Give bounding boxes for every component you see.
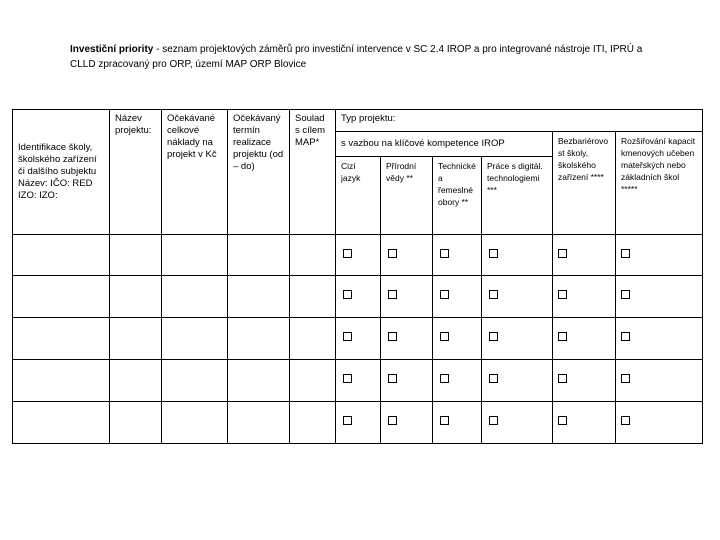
empty-cell[interactable] — [290, 402, 336, 444]
checkbox-cell — [336, 402, 381, 444]
table-row — [13, 402, 703, 444]
cizi-jazyk-header: Cizí jazyk — [336, 157, 381, 235]
checkbox[interactable] — [621, 332, 630, 341]
checkbox-cell — [336, 276, 381, 318]
checkbox[interactable] — [343, 374, 352, 383]
checkbox[interactable] — [621, 416, 630, 425]
checkbox[interactable] — [388, 332, 397, 341]
checkbox[interactable] — [343, 332, 352, 341]
table-body — [13, 110, 703, 444]
table-row — [13, 276, 703, 318]
checkbox[interactable] — [489, 249, 498, 258]
checkbox-cell — [616, 276, 703, 318]
investment-priorities-table — [12, 109, 703, 444]
empty-cell[interactable] — [13, 318, 110, 360]
checkbox-cell — [616, 235, 703, 276]
checkbox-cell — [553, 318, 616, 360]
empty-cell[interactable] — [228, 276, 290, 318]
table-row — [13, 318, 703, 360]
checkbox-cell — [482, 276, 553, 318]
checkbox[interactable] — [558, 249, 567, 258]
checkbox-cell — [336, 318, 381, 360]
checkbox[interactable] — [343, 416, 352, 425]
technicke-obory-header: Technické a řemeslné obory ** — [433, 157, 482, 235]
checkbox[interactable] — [489, 416, 498, 425]
checkbox[interactable] — [388, 374, 397, 383]
empty-cell[interactable] — [162, 235, 228, 276]
checkbox[interactable] — [489, 374, 498, 383]
empty-cell[interactable] — [13, 360, 110, 402]
empty-cell[interactable] — [13, 235, 110, 276]
checkbox[interactable] — [388, 416, 397, 425]
prace-technologie-header: Práce s digitál. technologiemi *** — [482, 157, 553, 235]
checkbox-cell — [616, 360, 703, 402]
checkbox-cell — [381, 276, 433, 318]
checkbox[interactable] — [558, 290, 567, 299]
checkbox[interactable] — [489, 332, 498, 341]
empty-cell[interactable] — [290, 276, 336, 318]
table-row — [13, 360, 703, 402]
checkbox-cell — [553, 402, 616, 444]
table-row — [13, 235, 703, 276]
checkbox[interactable] — [621, 374, 630, 383]
checkbox-cell — [336, 235, 381, 276]
checkbox[interactable] — [440, 416, 449, 425]
checkbox-cell — [482, 360, 553, 402]
empty-cell[interactable] — [228, 360, 290, 402]
checkbox-cell — [482, 318, 553, 360]
empty-cell[interactable] — [228, 402, 290, 444]
nazev-header: Název projektu: — [110, 110, 162, 235]
checkbox[interactable] — [440, 374, 449, 383]
empty-cell[interactable] — [290, 235, 336, 276]
header-row-1 — [13, 110, 703, 132]
checkbox[interactable] — [388, 249, 397, 258]
checkbox-cell — [616, 318, 703, 360]
checkbox-cell — [482, 235, 553, 276]
checkbox-cell — [433, 318, 482, 360]
empty-cell[interactable] — [162, 402, 228, 444]
empty-cell[interactable] — [162, 318, 228, 360]
empty-cell[interactable] — [13, 402, 110, 444]
checkbox-cell — [381, 360, 433, 402]
checkbox[interactable] — [558, 374, 567, 383]
empty-cell[interactable] — [228, 318, 290, 360]
termin-header: Očekávaný termín realizace projektu (od – do) — [228, 110, 290, 235]
checkbox[interactable] — [558, 416, 567, 425]
checkbox-cell — [433, 276, 482, 318]
empty-cell[interactable] — [110, 276, 162, 318]
checkbox[interactable] — [343, 249, 352, 258]
vazba-header: s vazbou na klíčové kompetence IROP — [336, 132, 553, 157]
checkbox-cell — [553, 235, 616, 276]
page-title — [70, 42, 670, 72]
checkbox-cell — [553, 360, 616, 402]
naklady-header: Očekávané celkové náklady na projekt v Kč — [162, 110, 228, 235]
bezbarierovost-header: Bezbariérovost školy, školského zařízení **** — [553, 132, 616, 235]
checkbox[interactable] — [489, 290, 498, 299]
empty-cell[interactable] — [162, 276, 228, 318]
checkbox[interactable] — [440, 332, 449, 341]
empty-cell[interactable] — [290, 360, 336, 402]
checkbox[interactable] — [621, 290, 630, 299]
checkbox-cell — [433, 402, 482, 444]
empty-cell[interactable] — [13, 276, 110, 318]
empty-cell[interactable] — [290, 318, 336, 360]
typ-projektu-header: Typ projektu: — [336, 110, 703, 132]
checkbox[interactable] — [440, 290, 449, 299]
checkbox-cell — [482, 402, 553, 444]
checkbox-cell — [381, 402, 433, 444]
checkbox[interactable] — [343, 290, 352, 299]
empty-cell[interactable] — [110, 360, 162, 402]
empty-cell[interactable] — [110, 402, 162, 444]
checkbox-cell — [433, 235, 482, 276]
checkbox-cell — [381, 235, 433, 276]
checkbox-cell — [336, 360, 381, 402]
checkbox-cell — [381, 318, 433, 360]
empty-cell[interactable] — [110, 235, 162, 276]
checkbox[interactable] — [558, 332, 567, 341]
prirodni-vedy-header: Přírodní vědy ** — [381, 157, 433, 235]
title-bold: Investiční priority — [70, 44, 154, 55]
checkbox-cell — [553, 276, 616, 318]
checkbox-cell — [616, 402, 703, 444]
identifikace-header: Identifikace školy, školského zařízení či dalšího subjektu Název: IČO: RED IZO: IZO: — [13, 110, 110, 235]
rozsirovani-header: Rozšiřování kapacit kmenových učeben mateřských nebo základních škol ***** — [616, 132, 703, 235]
checkbox[interactable] — [440, 249, 449, 258]
checkbox-cell — [433, 360, 482, 402]
soulad-header: Soulad s cílem MAP* — [290, 110, 336, 235]
checkbox[interactable] — [388, 290, 397, 299]
checkbox[interactable] — [621, 249, 630, 258]
title-rest: - seznam projektových záměrů pro investiční intervence v SC 2.4 IROP a pro integrované nástroje ITI, IPRÚ a CLLD zpracovaný pro ORP, území MAP ORP Blovice — [70, 44, 643, 70]
empty-cell[interactable] — [228, 235, 290, 276]
empty-cell[interactable] — [110, 318, 162, 360]
empty-cell[interactable] — [162, 360, 228, 402]
